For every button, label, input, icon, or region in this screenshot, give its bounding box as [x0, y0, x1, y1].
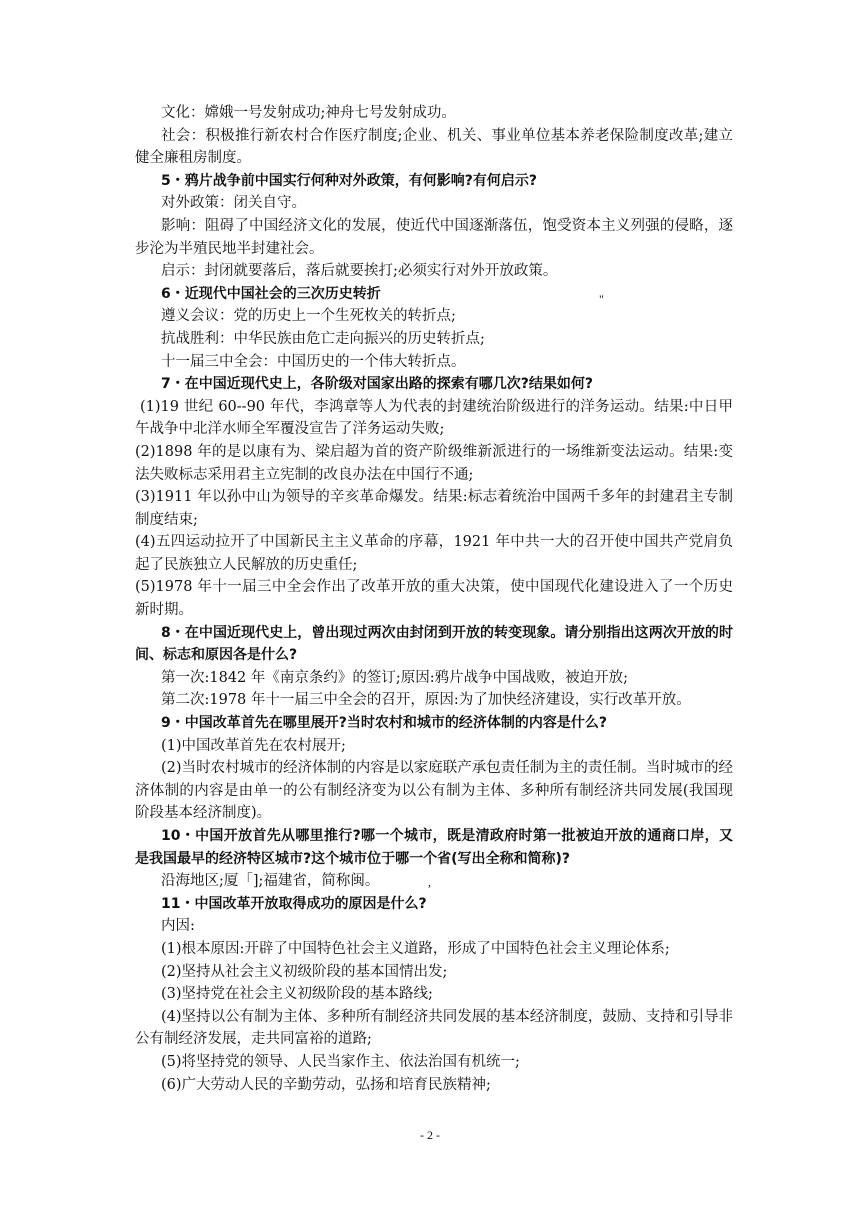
answer-paragraph: (5)将坚持党的领导、人民当家作主、依法治国有机统一; [161, 1053, 520, 1070]
question-heading: 7・在中国近现代史上，各阶级对国家出路的探索有哪几次?结果如何? [161, 376, 593, 393]
answer-paragraph: (2)当时农村城市的经济体制的内容是以家庭联产承包责任制为主的责任制。当时城市的经济体制的内容是由单一的公有制经济变为以公有制为主体、多种所有制经济共同发展(我国现阶段基本经济制度)。 [135, 760, 733, 822]
answer-paragraph: (6)广大劳动人民的辛勤劳动，弘扬和培育民族精神; [161, 1076, 491, 1093]
answer-paragraph: (1)根本原因:开辟了中国特色社会主义道路，形成了中国特色社会主义理论体系; [161, 940, 670, 957]
answer-paragraph: 沿海地区;厦「];福建省，简称闽。 [161, 873, 380, 890]
question-heading: 5・鸦片战争前中国实行何种对外政策，有何影响?有何启示? [161, 172, 537, 189]
answer-paragraph: (4)五四运动拉开了中国新民主主义革命的序幕，1921 年中共一大的召开使中国共产党肩负起了民族独立人民解放的历史重任; [135, 534, 733, 573]
answer-paragraph: (4)坚持以公有制为主体、多种所有制经济共同发展的基本经济制度，鼓励、支持和引导非公有制经济发展，走共同富裕的道路; [135, 1008, 733, 1048]
answer-paragraph: (3)坚持党在社会主义初级阶段的基本路线; [161, 986, 433, 1003]
stray-comma-mark: , [428, 875, 431, 889]
answer-paragraph: 文化：嫦娥一号发射成功;神舟七号发射成功。 [161, 105, 456, 121]
answer-paragraph: (1)19 世纪 60--90 年代，李鸿章等人为代表的封建统治阶级进行的洋务运动。结果:中日甲午战争中北洋水师全军覆没宣告了洋务运动失败; [135, 398, 733, 438]
question-heading: 8・在中国近现代史上，曾出现过两次由封闭到开放的转变现象。请分别指出这两次开放的时间、标志和原因各是什么? [135, 624, 733, 664]
question-heading: 11・中国改革开放取得成功的原因是什么? [161, 895, 427, 912]
question-heading: 6・近现代中国社会的三次历史转折 [161, 285, 381, 302]
answer-paragraph: 十一届三中全会：中国历史的一个伟大转折点。 [161, 353, 466, 370]
answer-paragraph: 第二次:1978 年十一届三中全会的召开，原因:为了加快经济建设，实行改革开放。 [161, 692, 691, 709]
answer-paragraph: (2)坚持从社会主义初级阶段的基本国情出发; [161, 963, 448, 980]
answer-paragraph: (1)中国改革首先在农村展开; [161, 737, 346, 754]
answer-paragraph: (2)1898 年的是以康有为、梁启超为首的资产阶级维新派进行的一场维新变法运动。结果:变法失败标志采用君主立宪制的改良办法在中国行不通; [135, 443, 733, 483]
page-number: - 2 - [420, 1128, 440, 1142]
answer-paragraph: 影响：阻碍了中国经济文化的发展，使近代中国逐渐落伍，饱受资本主义列强的侵略，逐步沦为半殖民地半封建社会。 [135, 217, 733, 257]
page-body [135, 102, 733, 1096]
answer-paragraph: 抗战胜利：中华民族由危亡走向振兴的历史转折点; [161, 330, 485, 347]
stray-quote-mark: " [599, 292, 604, 306]
answer-paragraph: 第一次:1842 年《南京条约》的签订;原因:鸦片战争中国战败，被迫开放; [161, 669, 629, 686]
answer-paragraph: 对外政策：闭关自守。 [161, 195, 306, 212]
answer-paragraph: 内因: [161, 918, 195, 935]
answer-paragraph: 社会：积极推行新农村合作医疗制度;企业、机关、事业单位基本养老保险制度改革;建立健全廉租房制度。 [135, 127, 733, 167]
question-heading: 9・中国改革首先在哪里展开?当时农村和城市的经济体制的内容是什么? [161, 715, 607, 732]
question-heading: 10・中国开放首先从哪里推行?哪一个城市，既是清政府时第一批被迫开放的通商口岸，又是我国最早的经济特区城市?这个城市位于哪一个省(写出全称和简称)? [135, 828, 733, 867]
answer-paragraph: 启示：封闭就要落后，落后就要挨打;必须实行对外开放政策。 [161, 263, 558, 280]
answer-paragraph: (3)1911 年以孙中山为领导的辛亥革命爆发。结果:标志着统治中国两千多年的封建君主专制制度结束; [135, 489, 733, 528]
answer-paragraph: (5)1978 年十一届三中全会作出了改革开放的重大决策，使中国现代化建设进入了一个历史新时期。 [135, 579, 733, 619]
answer-paragraph: 遵义会议：党的历史上一个生死枚关的转折点; [161, 308, 456, 325]
